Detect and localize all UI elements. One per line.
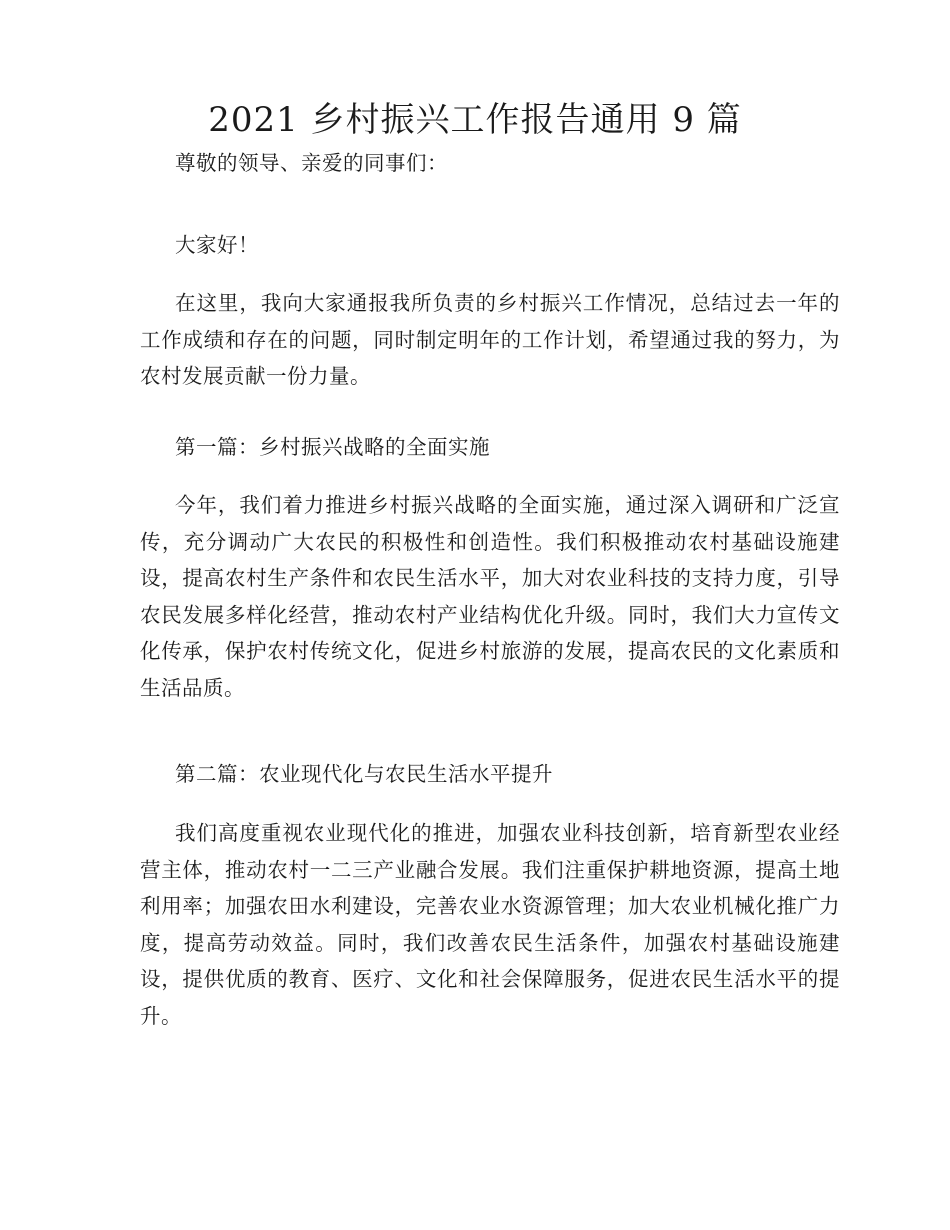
intro-paragraph: 在这里，我向大家通报我所负责的乡村振兴工作情况，总结过去一年的工作成绩和存在的问题，同时制定明年的工作计划，希望通过我的努力，为农村发展贡献一份力量。	[140, 291, 840, 388]
section-body-2: 我们高度重视农业现代化的推进，加强农业科技创新，培育新型农业经营主体，推动农村一二三产业融合发展。我们注重保护耕地资源，提高土地利用率；加强农田水利建设，完善农业水资源管理；加大农业机械化推广力度，提高劳动效益。同时，我们改善农民生活条件，加强农村基础设施建设，提供优质的教育、医疗、文化和社会保障服务，促进农民生活水平的提升。	[140, 821, 840, 1028]
section-heading-2: 第二篇：农业现代化与农民生活水平提升	[175, 762, 553, 786]
document-title: 2021 乡村振兴工作报告通用 9 篇	[208, 100, 742, 140]
section-body-1: 今年，我们着力推进乡村振兴战略的全面实施，通过深入调研和广泛宣传，充分调动广大农民的积极性和创造性。我们积极推动农村基础设施建设，提高农村生产条件和农民生活水平，加大对农业科技的支持力度，引导农民发展多样化经营，推动农村产业结构优化升级。同时，我们大力宣传文化传承，保护农村传统文化，促进乡村旅游的发展，提高农民的文化素质和生活品质。	[140, 493, 840, 700]
hello-paragraph: 大家好！	[175, 233, 259, 257]
section-heading-1: 第一篇：乡村振兴战略的全面实施	[175, 435, 490, 459]
greeting-paragraph: 尊敬的领导、亲爱的同事们：	[175, 151, 448, 175]
